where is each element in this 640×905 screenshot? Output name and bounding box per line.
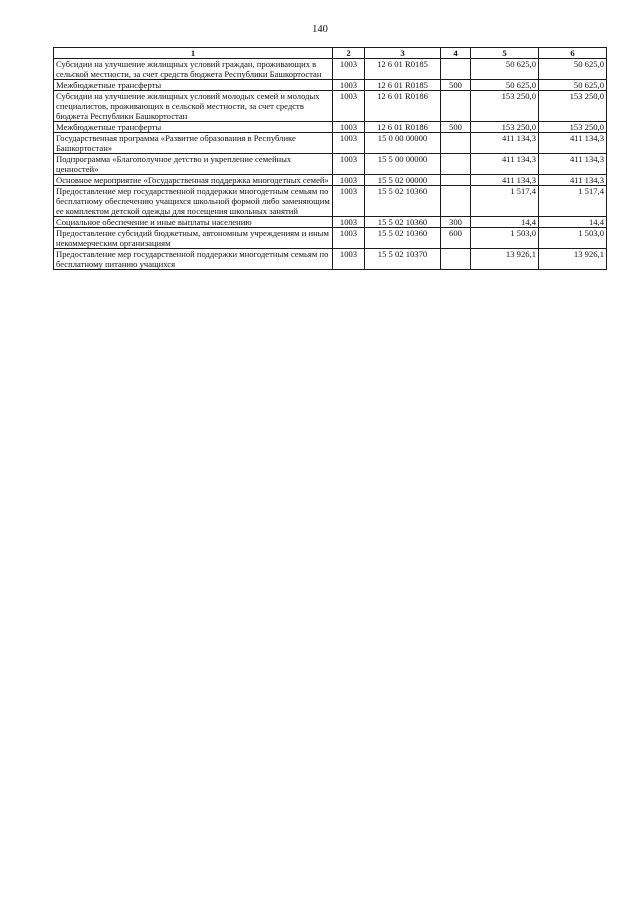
row-sum-1: 50 625,0: [471, 59, 539, 80]
row-name: Социальное обеспечение и иные выплаты населению: [54, 217, 333, 228]
row-sum-2: 411 134,3: [539, 154, 607, 175]
row-sum-2: 411 134,3: [539, 175, 607, 186]
table-row: [54, 122, 607, 133]
table-row: [54, 133, 607, 154]
header-col-4: 4: [441, 48, 471, 59]
row-section: 1003: [333, 217, 365, 228]
row-sum-1: 1 517,4: [471, 186, 539, 217]
header-col-1: 1: [54, 48, 333, 59]
page-number: 140: [312, 24, 328, 35]
row-section: 1003: [333, 122, 365, 133]
row-sum-1: 50 625,0: [471, 80, 539, 91]
row-section: 1003: [333, 59, 365, 80]
row-name: Основное мероприятие «Государственная поддержка многодетных семей»: [54, 175, 333, 186]
row-sum-2: 14,4: [539, 217, 607, 228]
row-name: Межбюджетные трансферты: [54, 80, 333, 91]
row-sum-2: 153 250,0: [539, 91, 607, 122]
row-name: Межбюджетные трансферты: [54, 122, 333, 133]
row-sum-1: 1 503,0: [471, 228, 539, 249]
table-row: [54, 175, 607, 186]
row-section: 1003: [333, 175, 365, 186]
row-sum-1: 153 250,0: [471, 91, 539, 122]
row-code: 15 5 02 10360: [365, 228, 441, 249]
row-name: Предоставление мер государственной поддержки многодетным семьям по бесплатному обеспечению учащихся школьной формой либо заменяющим ее комплектом детской одежды для посещения школьных занятий: [54, 186, 333, 217]
row-section: 1003: [333, 186, 365, 217]
row-name: Подпрограмма «Благополучное детство и укрепление семейных ценностей»: [54, 154, 333, 175]
table-row: [54, 80, 607, 91]
row-type: 600: [441, 228, 471, 249]
row-code: 15 5 02 10360: [365, 217, 441, 228]
row-sum-2: 1 517,4: [539, 186, 607, 217]
row-code: 15 0 00 00000: [365, 133, 441, 154]
row-code: 12 6 01 R0185: [365, 80, 441, 91]
row-type: [441, 175, 471, 186]
row-type: [441, 154, 471, 175]
row-sum-2: 13 926,1: [539, 249, 607, 270]
row-name: Государственная программа «Развитие образования в Республике Башкортостан»: [54, 133, 333, 154]
header-col-2: 2: [333, 48, 365, 59]
row-code: 12 6 01 R0185: [365, 59, 441, 80]
row-section: 1003: [333, 80, 365, 91]
row-sum-2: 50 625,0: [539, 80, 607, 91]
header-col-6: 6: [539, 48, 607, 59]
row-type: [441, 133, 471, 154]
row-type: [441, 249, 471, 270]
row-code: 12 6 01 R0186: [365, 91, 441, 122]
row-sum-2: 153 250,0: [539, 122, 607, 133]
row-code: 15 5 00 00000: [365, 154, 441, 175]
row-type: 500: [441, 122, 471, 133]
row-section: 1003: [333, 249, 365, 270]
row-type: [441, 91, 471, 122]
row-name: Субсидии на улучшение жилищных условий молодых семей и молодых специалистов, проживающих в сельской местности, за счет средств бюджета Республики Башкортостан: [54, 91, 333, 122]
header-col-3: 3: [365, 48, 441, 59]
row-sum-1: 411 134,3: [471, 133, 539, 154]
row-name: Предоставление мер государственной поддержки многодетным семьям по бесплатному питанию учащихся: [54, 249, 333, 270]
row-section: 1003: [333, 228, 365, 249]
row-sum-1: 411 134,3: [471, 154, 539, 175]
table-row: [54, 91, 607, 122]
row-type: [441, 59, 471, 80]
table-row: [54, 217, 607, 228]
row-sum-2: 1 503,0: [539, 228, 607, 249]
row-sum-1: 153 250,0: [471, 122, 539, 133]
row-type: [441, 186, 471, 217]
row-section: 1003: [333, 91, 365, 122]
row-type: 300: [441, 217, 471, 228]
row-code: 15 5 02 00000: [365, 175, 441, 186]
row-section: 1003: [333, 154, 365, 175]
header-col-5: 5: [471, 48, 539, 59]
row-name: Предоставление субсидий бюджетным, автономным учреждениям и иным некоммерческим организациям: [54, 228, 333, 249]
budget-table: [53, 47, 607, 270]
table-row: [54, 154, 607, 175]
row-section: 1003: [333, 133, 365, 154]
table-row: [54, 228, 607, 249]
table-header-row: [54, 48, 607, 59]
row-name: Субсидии на улучшение жилищных условий граждан, проживающих в сельской местности, за счет средств бюджета Республики Башкортостан: [54, 59, 333, 80]
row-code: 12 6 01 R0186: [365, 122, 441, 133]
row-sum-2: 411 134,3: [539, 133, 607, 154]
table-row: [54, 249, 607, 270]
row-type: 500: [441, 80, 471, 91]
row-sum-1: 13 926,1: [471, 249, 539, 270]
table-row: [54, 59, 607, 80]
row-code: 15 5 02 10360: [365, 186, 441, 217]
row-sum-1: 411 134,3: [471, 175, 539, 186]
table-row: [54, 186, 607, 217]
row-sum-1: 14,4: [471, 217, 539, 228]
row-sum-2: 50 625,0: [539, 59, 607, 80]
row-code: 15 5 02 10370: [365, 249, 441, 270]
